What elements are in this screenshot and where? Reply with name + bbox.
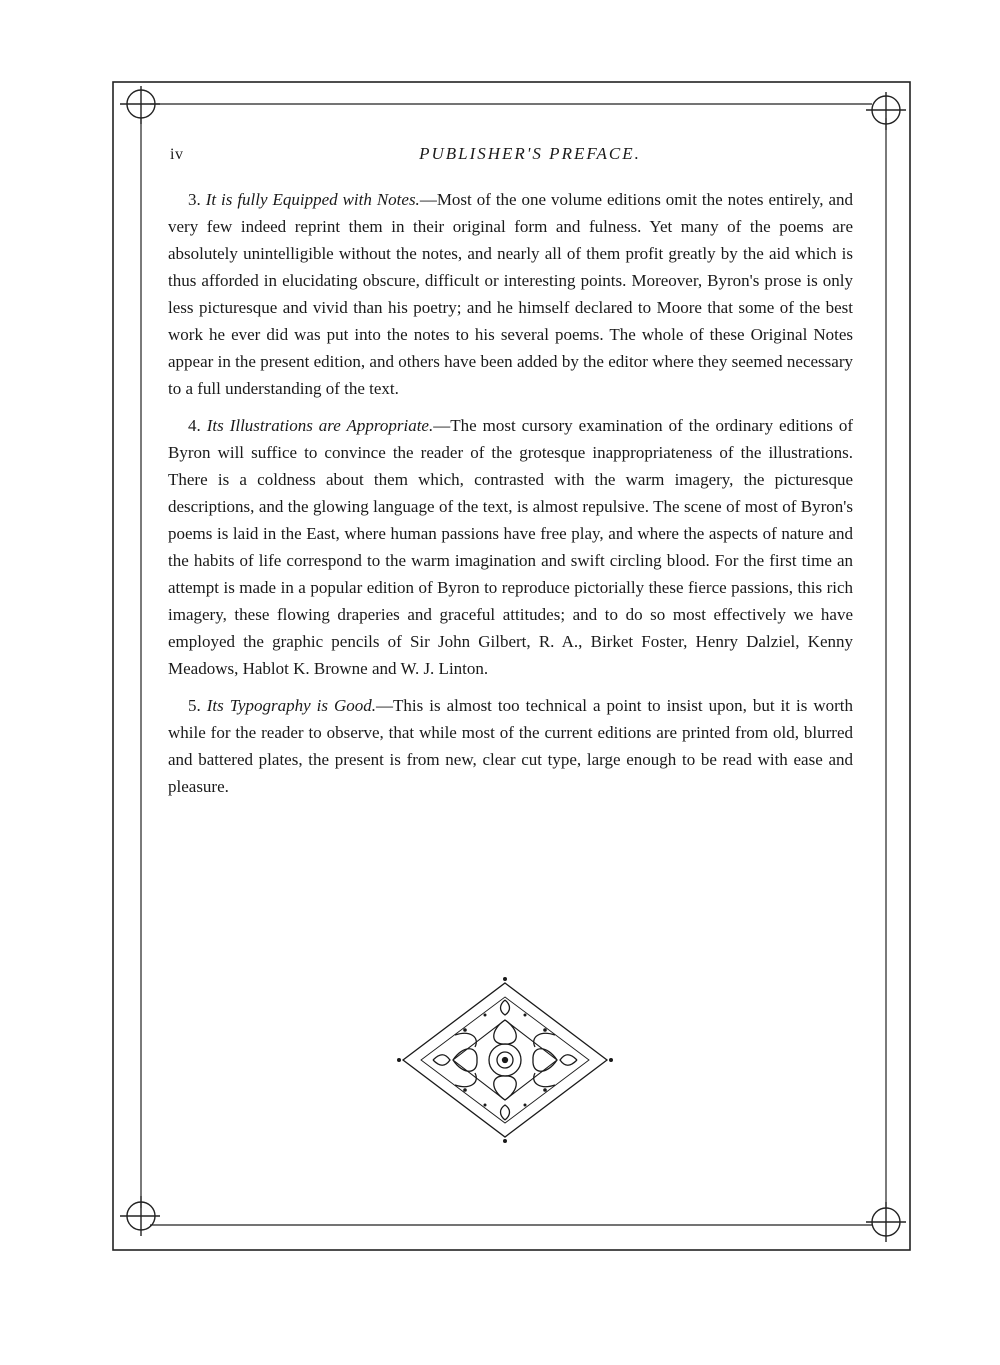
body-text	[168, 186, 853, 810]
section-body: —The most cursory examination of the ordinary editions of Byron will suffice to convince the reader of the grotesque inappropriateness of the illustrations. There is a coldness about them which, contrasted with the warm imagery, the picturesque descriptions, and the glowing language of the text, is almost repulsive. The scene of most of Byron's poems is laid in the East, where human passions have free play, and where the aspects of nature and the habits of life correspond to the warm imagination and swift circling blood. For the first time an attempt is made in a popular edition of Byron to reproduce pictorially these fierce passions, this rich imagery, these flowing draperies and graceful attitudes; and to do so most effectively we have employed the graphic pencils of Sir John Gilbert, R. A., Birket Foster, Henry Dalziel, Kenny Meadows, Hablot K. Browne and W. J. Linton.	[168, 416, 853, 678]
section-paragraph	[168, 412, 853, 682]
corner-ornament-top-left	[120, 86, 160, 124]
corner-ornament-bottom-right	[866, 1202, 906, 1242]
section-paragraph	[168, 692, 853, 800]
section-heading: Its Typography is Good.	[206, 696, 377, 715]
section-body: —This is almost too technical a point to insist upon, but it is worth while for the reader to observe, that while most of the current editions are printed from old, blurred and battered plates, the present is from new, clear cut type, large enough to be read with ease and pleasure.	[168, 696, 853, 796]
running-head	[170, 140, 850, 170]
section-number: 3.	[188, 190, 201, 209]
corner-ornament-top-right	[866, 92, 906, 130]
section-number: 4.	[188, 416, 201, 435]
section-heading: Its Illustrations are Appropriate.	[206, 416, 434, 435]
section-paragraph	[168, 186, 853, 402]
section-number: 5.	[188, 696, 201, 715]
corner-ornament-bottom-left	[120, 1196, 160, 1236]
diamond-ornament-icon	[395, 975, 615, 1145]
section-body: —Most of the one volume editions omit the notes entirely, and very few indeed reprint them in their original form and fulness. Yet many of the poems are absolutely unintelligible without the notes, and nearly all of them profit greatly by the aid which is thus afforded in elucidating obscure, difficult or interesting points. Moreover, Byron's prose is only less picturesque and vivid than his poetry; and he himself declared to Moore that some of the best work he ever did was put into the notes to his several poems. The whole of these Original Notes appear in the present edition, and others have been added by the editor where they seemed necessary to a full understanding of the text.	[168, 190, 854, 398]
section-heading: It is fully Equipped with Notes.	[205, 190, 420, 209]
running-title: PUBLISHER'S PREFACE.	[419, 144, 641, 163]
page-number: iv	[170, 146, 184, 163]
